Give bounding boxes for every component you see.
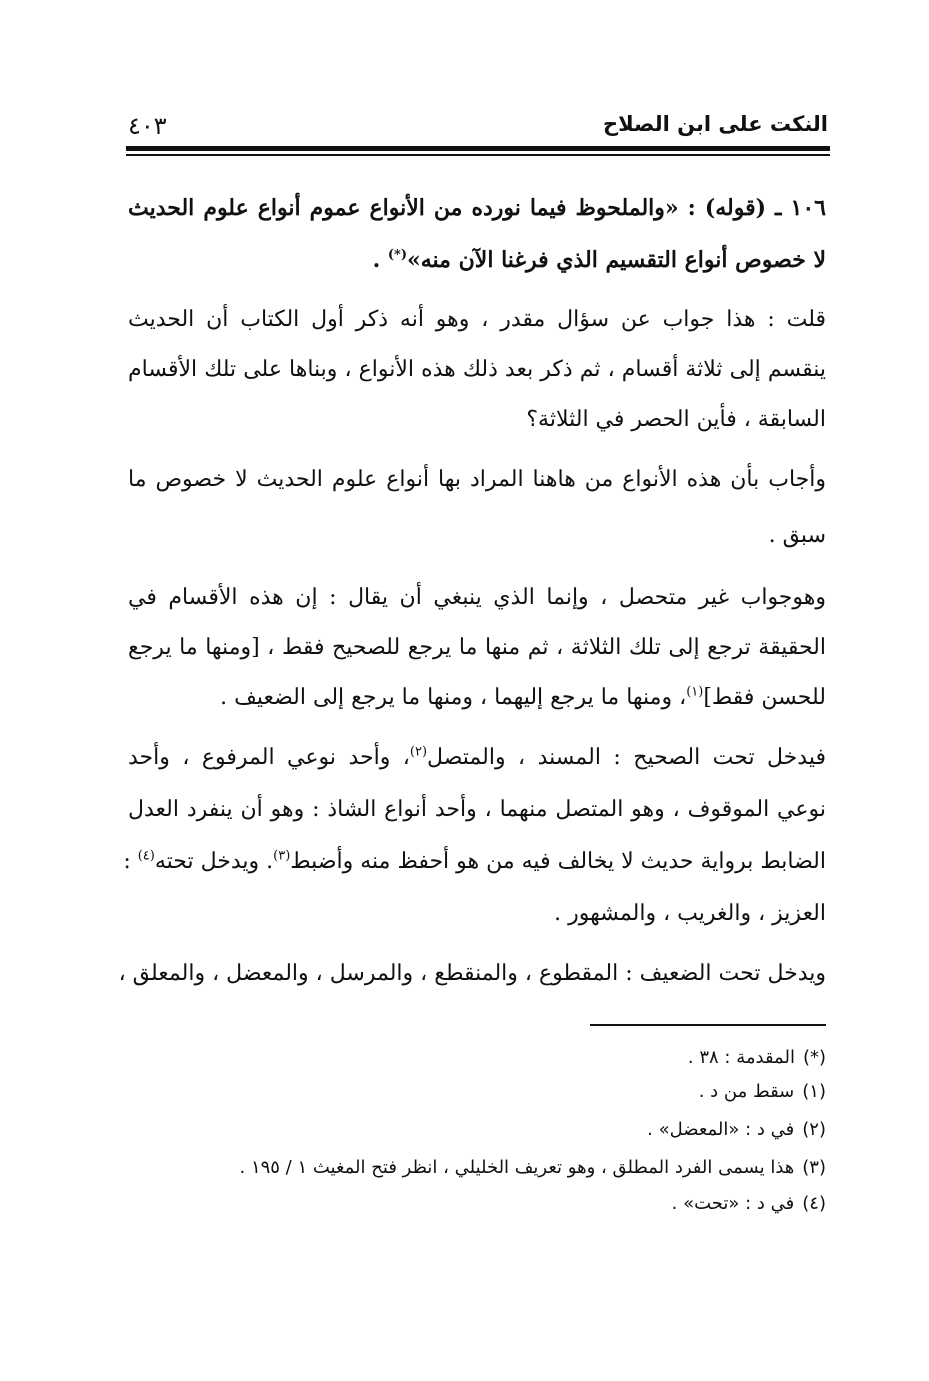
running-title: النكت على ابن الصلاح bbox=[602, 112, 828, 136]
footnote-ref-3: (٣) bbox=[273, 848, 291, 864]
paragraph-5-line-1: ويدخل تحت الضعيف : المقطوع ، والمنقطع ، والمرسل ، والمعضل ، والمعلق ، bbox=[118, 961, 826, 986]
footnote-text: في د : «المعضل» . bbox=[647, 1119, 795, 1140]
page-header bbox=[128, 112, 828, 146]
footnote-separator bbox=[590, 1024, 826, 1026]
paragraph-2-line-2: سبق . bbox=[768, 523, 826, 548]
paragraph-4-line-4: العزيز ، والغريب ، والمشهور . bbox=[554, 901, 826, 926]
footnote-ref-2: (٢) bbox=[409, 744, 428, 760]
paragraph-4-line-3 bbox=[123, 840, 826, 884]
paragraph-4-line-1-a: فيدخل تحت الصحيح : المسند ، والمتصل bbox=[427, 745, 826, 770]
footnote-ref-4: (٤) bbox=[137, 848, 155, 864]
paragraph-1-line-1: قلت : هذا جواب عن سؤال مقدر ، وهو أنه ذكر أول الكتاب أن الحديث bbox=[128, 307, 826, 332]
paragraph-3-line-2: الحقيقة ترجع إلى تلك الثلاثة ، ثم منها ما يرجع للصحيح فقط ، [ومنها ما يرجع bbox=[128, 635, 826, 660]
paragraph-3-line-1: وهوجواب غير متحصل ، وإنما الذي ينبغي أن يقال : إن هذه الأقسام في bbox=[128, 585, 826, 610]
footnote-mark: (*) bbox=[802, 1047, 826, 1068]
paragraph-4-line-1 bbox=[128, 736, 826, 780]
footnote-mark: (٢) bbox=[802, 1119, 826, 1140]
heading-line-2 bbox=[128, 238, 826, 282]
header-rule-thick bbox=[126, 146, 830, 151]
footnote-star bbox=[688, 1044, 826, 1072]
footnote-ref-1: (١) bbox=[686, 684, 704, 700]
paragraph-4-line-3-b: . ويدخل تحته bbox=[154, 849, 274, 874]
paragraph-4-line-3-a: الضابط برواية حديث لا يخالف فيه من هو أحفظ منه وأضبط bbox=[290, 849, 826, 874]
footnote-text: في د : «تحت» . bbox=[671, 1193, 795, 1214]
paragraph-4-line-2: نوعي الموقوف ، وهو المتصل منهما ، وأحد أنواع الشاذ : وهو أن ينفرد العدل bbox=[128, 797, 826, 822]
footnote-text: المقدمة : ٣٨ . bbox=[687, 1047, 795, 1068]
paragraph-3-line-3-b: ، ومنها ما يرجع إليهما ، ومنها ما يرجع إلى الضعيف . bbox=[220, 685, 687, 710]
paragraph-1-line-2: ينقسم إلى ثلاثة أقسام ، ثم ذكر بعد ذلك هذه الأنواع ، وبناها على تلك الأقسام bbox=[128, 357, 826, 382]
footnote-mark: (١) bbox=[802, 1081, 826, 1102]
footnote-mark: (٤) bbox=[802, 1193, 826, 1214]
footnote-3 bbox=[239, 1154, 826, 1182]
footnote-2 bbox=[647, 1116, 826, 1144]
footnote-1 bbox=[699, 1078, 826, 1106]
paragraph-4-line-1-b: ، وأحد نوعي المرفوع ، وأحد bbox=[128, 745, 410, 770]
paragraph-2-line-1: وأجاب بأن هذه الأنواع من هاهنا المراد بها أنواع علوم الحديث لا خصوص ما bbox=[128, 467, 826, 492]
heading-line-1: ١٠٦ ـ (قوله) : «والملحوظ فيما نورده من الأنواع عموم أنواع علوم الحديث bbox=[128, 195, 826, 221]
footnote-text: هذا يسمى الفرد المطلق ، وهو تعريف الخليلي ، انظر فتح المغيث ١ / ١٩٥ . bbox=[239, 1157, 795, 1178]
page-number: ٤٠٣ bbox=[128, 112, 167, 140]
heading-line-2-end: . bbox=[372, 247, 388, 273]
paragraph-4-line-3-c: : bbox=[123, 849, 138, 874]
header-rule-thin bbox=[126, 154, 830, 156]
footnote-mark: (٣) bbox=[802, 1157, 826, 1178]
footnote-4 bbox=[672, 1190, 826, 1218]
paragraph-3-line-3-a: للحسن فقط] bbox=[703, 685, 826, 710]
footnote-ref-star: (*) bbox=[387, 247, 407, 263]
paragraph-1-line-3: السابقة ، فأين الحصر في الثلاثة؟ bbox=[526, 407, 826, 432]
footnote-text: سقط من د . bbox=[698, 1081, 795, 1102]
heading-line-2-text: لا خصوص أنواع التقسيم الذي فرغنا الآن منه» bbox=[407, 247, 826, 273]
paragraph-3-line-3 bbox=[128, 676, 826, 720]
